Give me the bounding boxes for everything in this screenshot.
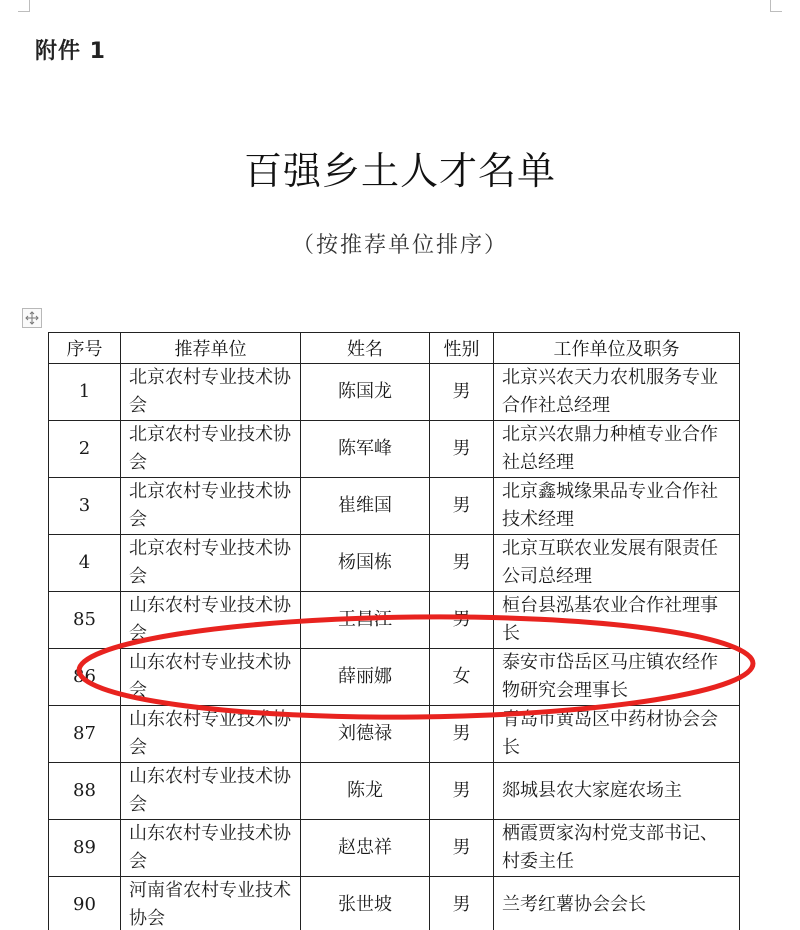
- cell-serial-number: 86: [49, 649, 121, 706]
- cell-workplace-position: 兰考红薯协会会长: [494, 877, 740, 930]
- cell-recommending-unit: 山东农村专业技术协会: [121, 763, 301, 820]
- cell-serial-number: 85: [49, 592, 121, 649]
- cell-recommending-unit: 山东农村专业技术协会: [121, 592, 301, 649]
- cell-workplace-position: 栖霞贾家沟村党支部书记、村委主任: [494, 820, 740, 877]
- table-move-handle[interactable]: [22, 308, 42, 328]
- cell-serial-number: 3: [49, 478, 121, 535]
- attachment-label: 附件 1: [35, 39, 106, 64]
- cell-name: 陈龙: [301, 763, 430, 820]
- header-workplace-position: 工作单位及职务: [494, 333, 740, 364]
- cell-recommending-unit: 北京农村专业技术协会: [121, 364, 301, 421]
- cell-recommending-unit: 北京农村专业技术协会: [121, 535, 301, 592]
- cell-serial-number: 87: [49, 706, 121, 763]
- cell-serial-number: 89: [49, 820, 121, 877]
- cell-serial-number: 90: [49, 877, 121, 930]
- header-recommending-unit: 推荐单位: [121, 333, 301, 364]
- header-serial-number: 序号: [49, 333, 121, 364]
- cell-gender: 女: [430, 649, 494, 706]
- cell-name: 陈国龙: [301, 364, 430, 421]
- talent-list-table: [48, 332, 740, 930]
- table-row: [49, 421, 740, 478]
- cell-serial-number: 1: [49, 364, 121, 421]
- cell-workplace-position: 北京鑫城缘果品专业合作社技术经理: [494, 478, 740, 535]
- cell-name: 崔维国: [301, 478, 430, 535]
- cell-serial-number: 88: [49, 763, 121, 820]
- cell-name: 王昌江: [301, 592, 430, 649]
- cell-serial-number: 4: [49, 535, 121, 592]
- cell-gender: 男: [430, 820, 494, 877]
- table-row: [49, 820, 740, 877]
- cell-gender: 男: [430, 364, 494, 421]
- table-row: [49, 877, 740, 930]
- cell-workplace-position: 郯城县农大家庭农场主: [494, 763, 740, 820]
- cell-workplace-position: 北京兴农天力农机服务专业合作社总经理: [494, 364, 740, 421]
- cell-workplace-position: 泰安市岱岳区马庄镇农经作物研究会理事长: [494, 649, 740, 706]
- cell-workplace-position: 北京兴农鼎力种植专业合作社总经理: [494, 421, 740, 478]
- cell-name: 刘德禄: [301, 706, 430, 763]
- table-row: [49, 535, 740, 592]
- cell-name: 薛丽娜: [301, 649, 430, 706]
- cell-name: 赵忠祥: [301, 820, 430, 877]
- cell-gender: 男: [430, 421, 494, 478]
- table-header-row: [49, 333, 740, 364]
- cell-gender: 男: [430, 592, 494, 649]
- document-subtitle: （按推荐单位排序）: [291, 233, 508, 258]
- document-title: 百强乡土人才名单: [243, 149, 556, 193]
- cell-workplace-position: 青岛市黄岛区中药材协会会长: [494, 706, 740, 763]
- cell-gender: 男: [430, 478, 494, 535]
- page-corner-mark-right: [770, 0, 782, 12]
- cell-name: 陈军峰: [301, 421, 430, 478]
- cell-name: 张世坡: [301, 877, 430, 930]
- table-row-highlighted: [49, 649, 740, 706]
- cell-gender: 男: [430, 706, 494, 763]
- cell-workplace-position: 北京互联农业发展有限责任公司总经理: [494, 535, 740, 592]
- table-row: [49, 478, 740, 535]
- header-gender: 性别: [430, 333, 494, 364]
- cell-gender: 男: [430, 763, 494, 820]
- cell-recommending-unit: 北京农村专业技术协会: [121, 478, 301, 535]
- table-row: [49, 763, 740, 820]
- table-row: [49, 592, 740, 649]
- cell-recommending-unit: 山东农村专业技术协会: [121, 649, 301, 706]
- page-corner-mark-left: [18, 0, 30, 12]
- cell-name: 杨国栋: [301, 535, 430, 592]
- cell-recommending-unit: 山东农村专业技术协会: [121, 820, 301, 877]
- table-row: [49, 364, 740, 421]
- cell-serial-number: 2: [49, 421, 121, 478]
- header-name: 姓名: [301, 333, 430, 364]
- cell-gender: 男: [430, 877, 494, 930]
- cell-workplace-position: 桓台县泓基农业合作社理事长: [494, 592, 740, 649]
- cell-recommending-unit: 北京农村专业技术协会: [121, 421, 301, 478]
- cell-recommending-unit: 山东农村专业技术协会: [121, 706, 301, 763]
- cell-recommending-unit: 河南省农村专业技术协会: [121, 877, 301, 930]
- table-row: [49, 706, 740, 763]
- cell-gender: 男: [430, 535, 494, 592]
- move-arrows-icon: [25, 311, 39, 325]
